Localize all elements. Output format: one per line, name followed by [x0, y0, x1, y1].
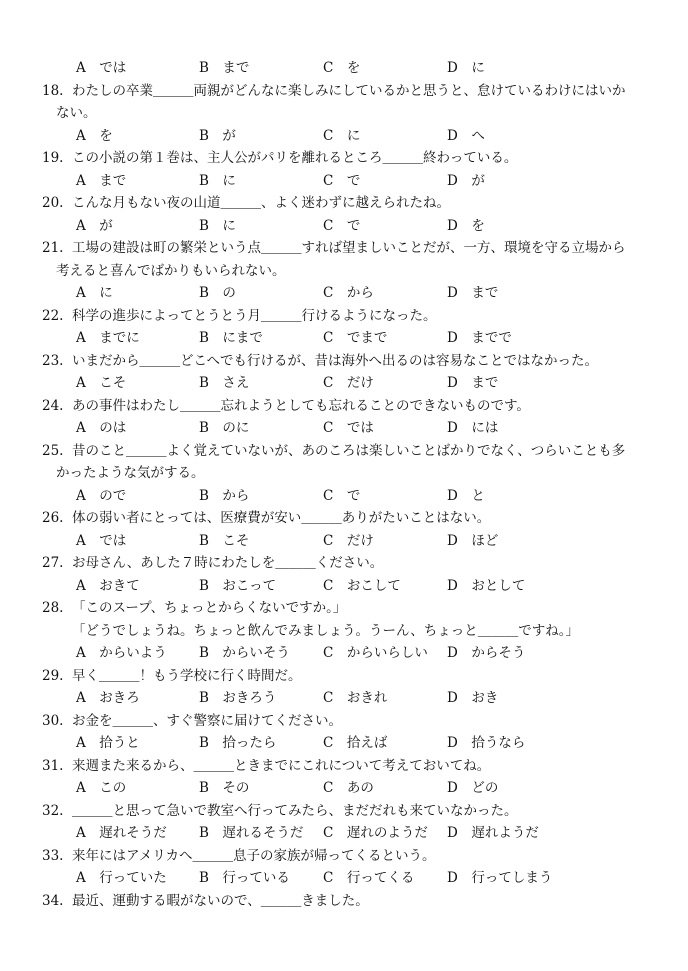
- option-b: B おこって: [199, 578, 277, 594]
- options-row-28: [0, 642, 688, 664]
- option-b: B からいそう: [199, 645, 290, 661]
- options-row-24: [0, 417, 688, 439]
- option-b: B その: [199, 780, 250, 796]
- question-text: 最近、運動する暇がないので、＿＿＿きました。: [72, 893, 369, 909]
- option-b: B こそ: [199, 533, 250, 549]
- option-d: D までで: [447, 330, 512, 346]
- option-b: B のに: [199, 420, 250, 436]
- question-number: 18.: [42, 83, 64, 99]
- question-31: [0, 755, 688, 777]
- question-text: あの事件はわたし＿＿＿忘れようとしても忘れることのできないものです。: [72, 398, 530, 414]
- option-b: B に: [199, 173, 236, 189]
- option-b: B から: [199, 488, 250, 504]
- option-d: D 行ってしまう: [447, 870, 553, 886]
- options-row-25: [0, 485, 688, 507]
- question-18: [0, 80, 688, 102]
- question-number: 34.: [42, 893, 64, 909]
- question-text-continued: かったような気がする。: [56, 465, 205, 481]
- question-number: 26.: [42, 510, 64, 526]
- question-text: いまだから＿＿＿どこへでも行けるが、昔は海外へ出るのは容易なことではなかった。: [72, 353, 598, 369]
- option-a: A のは: [76, 420, 127, 436]
- question-33: [0, 845, 688, 867]
- option-a: A に: [76, 285, 113, 301]
- option-a: A 行っていた: [76, 870, 167, 886]
- question-20: [0, 192, 688, 214]
- question-number: 31.: [42, 758, 64, 774]
- question-text: 来週また来るから、＿＿＿ときまでにこれについて考えておいてね。: [72, 758, 491, 774]
- question-21-continued: [0, 260, 688, 282]
- question-26: [0, 507, 688, 529]
- option-a: A まで: [76, 173, 127, 189]
- question-34: [0, 890, 688, 912]
- question-text-continued: 「どうでしょうね。ちょっと飲んでみましょう。うーん、ちょっと＿＿＿ですね。」: [72, 623, 580, 639]
- option-b: B 拾ったら: [199, 735, 277, 751]
- question-text: この小説の第１巻は、主人公がパリを離れるところ＿＿＿終わっている。: [72, 150, 518, 166]
- option-d: D おき: [447, 690, 499, 706]
- option-a: A ので: [76, 488, 127, 504]
- question-text-continued: 考えると喜んでばかりもいられない。: [56, 263, 286, 279]
- option-c: C で: [323, 218, 361, 234]
- option-c: C で: [323, 488, 361, 504]
- option-b: B 遅れるそうだ: [199, 825, 304, 841]
- option-d: D どの: [447, 780, 499, 796]
- option-a: A こそ: [76, 375, 127, 391]
- options-row-21: [0, 282, 688, 304]
- option-c: C 拾えば: [323, 735, 388, 751]
- option-a: A では: [76, 60, 127, 76]
- option-a: A では: [76, 533, 127, 549]
- option-d: D からそう: [447, 645, 526, 661]
- option-c: C 遅れのようだ: [323, 825, 428, 841]
- question-text: 体の弱い者にとっては、医療費が安い＿＿＿ありがたいことはない。: [72, 510, 491, 526]
- option-a: A この: [76, 780, 127, 796]
- question-21: [0, 237, 688, 259]
- option-d: D 拾うなら: [447, 735, 526, 751]
- question-number: 21.: [42, 240, 64, 256]
- question-number: 23.: [42, 353, 64, 369]
- option-d: D が: [447, 173, 485, 189]
- options-row-22: [0, 327, 688, 349]
- option-d: D には: [447, 420, 499, 436]
- question-text: 「このスープ、ちょっとからくないですか。」: [72, 600, 347, 616]
- question-25: [0, 440, 688, 462]
- question-text: ＿＿＿と思って急いで教室へ行ってみたら、まだだれも来ていなかった。: [72, 803, 518, 819]
- question-23: [0, 350, 688, 372]
- option-d: D 遅れようだ: [447, 825, 539, 841]
- option-b: B にまで: [199, 330, 263, 346]
- question-number: 22.: [42, 308, 64, 324]
- option-b: B まで: [199, 60, 250, 76]
- question-28-continued: [0, 620, 688, 642]
- question-number: 29.: [42, 668, 64, 684]
- options-row-32: [0, 822, 688, 844]
- question-32: [0, 800, 688, 822]
- question-24: [0, 395, 688, 417]
- question-text: わたしの卒業＿＿＿両親がどんなに楽しみにしているかと思うと、怠けているわけにはいか: [72, 83, 626, 99]
- option-a: A 遅れそうだ: [76, 825, 167, 841]
- question-number: 20.: [42, 195, 64, 211]
- question-text: 早く＿＿＿！もう学校に行く時間だ。: [72, 668, 302, 684]
- question-number: 27.: [42, 555, 64, 571]
- option-c: C だけ: [323, 533, 374, 549]
- question-28: [0, 597, 688, 619]
- options-row-31: [0, 777, 688, 799]
- question-text: お母さん、あした７時にわたしを＿＿＿ください。: [72, 555, 384, 571]
- option-b: B さえ: [199, 375, 250, 391]
- option-c: C では: [323, 420, 374, 436]
- question-number: 25.: [42, 443, 64, 459]
- option-b: B に: [199, 218, 236, 234]
- question-25-continued: [0, 462, 688, 484]
- option-a: A 拾うと: [76, 735, 140, 751]
- option-c: C 行ってくる: [323, 870, 415, 886]
- options-row-33: [0, 867, 688, 889]
- question-number: 28.: [42, 600, 64, 616]
- question-number: 24.: [42, 398, 64, 414]
- option-d: D を: [447, 218, 485, 234]
- question-number: 19.: [42, 150, 64, 166]
- option-b: B おきろう: [199, 690, 277, 706]
- options-row-27: [0, 575, 688, 597]
- question-text: 工場の建設は町の繁栄という点＿＿＿すれば望ましいことだが、一方、環境を守る立場から: [72, 240, 626, 256]
- option-c: C から: [323, 285, 374, 301]
- option-c: C に: [323, 128, 361, 144]
- option-c: C おこして: [323, 578, 401, 594]
- options-row-20: [0, 215, 688, 237]
- option-c: C だけ: [323, 375, 374, 391]
- options-row-19: [0, 170, 688, 192]
- option-b: B 行っている: [199, 870, 290, 886]
- question-text: こんな月もない夜の山道＿＿＿、よく迷わずに越えられたね。: [72, 195, 450, 211]
- option-c: C で: [323, 173, 361, 189]
- question-text: 昔のこと＿＿＿よく覚えていないが、あのころは楽しいことばかりでなく、つらいことも多: [72, 443, 626, 459]
- option-c: C あの: [323, 780, 374, 796]
- option-a: A おきて: [76, 578, 140, 594]
- options-row-29: [0, 687, 688, 709]
- question-number: 33.: [42, 848, 64, 864]
- option-d: D へ: [447, 128, 485, 144]
- option-d: D おとして: [447, 578, 526, 594]
- option-d: D と: [447, 488, 485, 504]
- options-row-30: [0, 732, 688, 754]
- question-text: お金を＿＿＿、すぐ警察に届けてください。: [72, 713, 342, 729]
- question-number: 32.: [42, 803, 64, 819]
- options-row-26: [0, 530, 688, 552]
- option-b: B の: [199, 285, 236, 301]
- options-row-17: [0, 57, 688, 79]
- question-30: [0, 710, 688, 732]
- option-c: C おきれ: [323, 690, 388, 706]
- option-d: D まで: [447, 285, 499, 301]
- question-19: [0, 147, 688, 169]
- option-c: C を: [323, 60, 361, 76]
- option-a: A おきろ: [76, 690, 140, 706]
- option-d: D に: [447, 60, 485, 76]
- option-d: D ほど: [447, 533, 499, 549]
- option-a: A を: [76, 128, 113, 144]
- option-b: B が: [199, 128, 236, 144]
- question-text: 来年にはアメリカへ＿＿＿息子の家族が帰ってくるという。: [72, 848, 436, 864]
- question-22: [0, 305, 688, 327]
- option-d: D まで: [447, 375, 499, 391]
- options-row-18: [0, 125, 688, 147]
- option-c: C でまで: [323, 330, 388, 346]
- question-18-continued: [0, 102, 688, 124]
- question-29: [0, 665, 688, 687]
- option-a: A までに: [76, 330, 140, 346]
- question-27: [0, 552, 688, 574]
- option-a: A が: [76, 218, 113, 234]
- question-text: 科学の進歩によってとうとう月＿＿＿行けるようになった。: [72, 308, 437, 324]
- options-row-23: [0, 372, 688, 394]
- option-c: C からいらしい: [323, 645, 428, 661]
- question-number: 30.: [42, 713, 64, 729]
- question-text-continued: ない。: [56, 105, 97, 121]
- option-a: A からいよう: [76, 645, 167, 661]
